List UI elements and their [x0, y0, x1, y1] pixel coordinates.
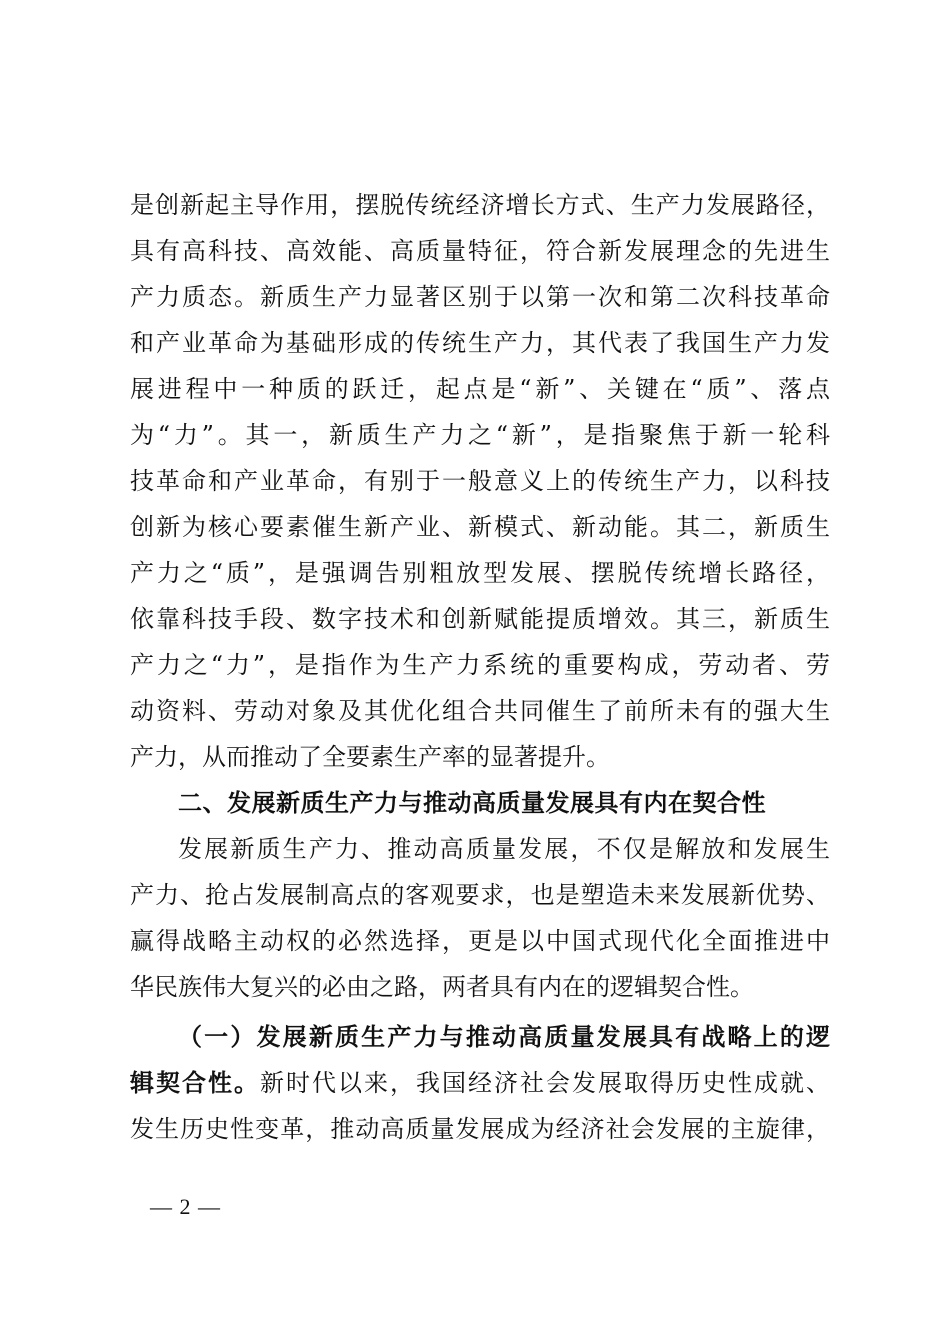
paragraph-strategic-fit — [130, 1014, 830, 1152]
text-line: 技革命和产业革命，有别于一般意义上的传统生产力，以科技 — [130, 467, 830, 495]
text-line: 赢得战略主动权的必然选择，更是以中国式现代化全面推进中 — [130, 927, 830, 955]
text-line: 和产业革命为基础形成的传统生产力，其代表了我国生产力发 — [130, 329, 830, 357]
text-line: 华民族伟大复兴的必由之路，两者具有内在的逻辑契合性。 — [130, 973, 754, 1001]
text-line: 发展新质生产力、推动高质量发展，不仅是解放和发展生 — [178, 835, 830, 863]
text-line: 产力、抢占发展制高点的客观要求，也是塑造未来发展新优势、 — [130, 881, 830, 909]
text-line: 为“力”。其一，新质生产力之“新”，是指聚焦于新一轮科 — [130, 421, 830, 449]
text-line: 具有高科技、高效能、高质量特征，符合新发展理念的先进生 — [130, 237, 830, 265]
text-line: 动资料、劳动对象及其优化组合共同催生了前所未有的强大生 — [130, 697, 830, 725]
inline-text: 新时代以来，我国经济社会发展取得历史性成就、 — [260, 1069, 830, 1097]
text-line: 创新为核心要素催生新产业、新模式、新动能。其二，新质生 — [130, 513, 830, 541]
paragraph-intrinsic-fit — [130, 826, 830, 1010]
page-number: — 2 — — [150, 1194, 221, 1219]
document-body — [130, 182, 830, 1152]
subheading-inline-bold: （一）发展新质生产力与推动高质量发展具有战略上的逻 — [178, 1023, 830, 1051]
text-line: 依靠科技手段、数字技术和创新赋能提质增效。其三，新质生 — [130, 605, 830, 633]
text-line: 产力之“力”，是指作为生产力系统的重要构成，劳动者、劳 — [130, 651, 830, 679]
text-line: 产力之“质”，是强调告别粗放型发展、摆脱传统增长路径， — [130, 559, 830, 587]
text-line — [130, 1014, 830, 1060]
text-line: 发生历史性变革，推动高质量发展成为经济社会发展的主旋律， — [130, 1115, 830, 1143]
subheading-inline-bold: 辑契合性。 — [130, 1069, 260, 1097]
text-line — [130, 1060, 830, 1106]
text-line: 是创新起主导作用，摆脱传统经济增长方式、生产力发展路径， — [130, 191, 830, 219]
paragraph-productivity-definition — [130, 182, 830, 780]
text-line: 产力，从而推动了全要素生产率的显著提升。 — [130, 743, 610, 771]
section-heading: 二、发展新质生产力与推动高质量发展具有内在契合性 — [178, 789, 766, 817]
text-line: 展进程中一种质的跃迁，起点是“新”、关键在“质”、落点 — [130, 375, 830, 403]
text-line: 产力质态。新质生产力显著区别于以第一次和第二次科技革命 — [130, 283, 830, 311]
